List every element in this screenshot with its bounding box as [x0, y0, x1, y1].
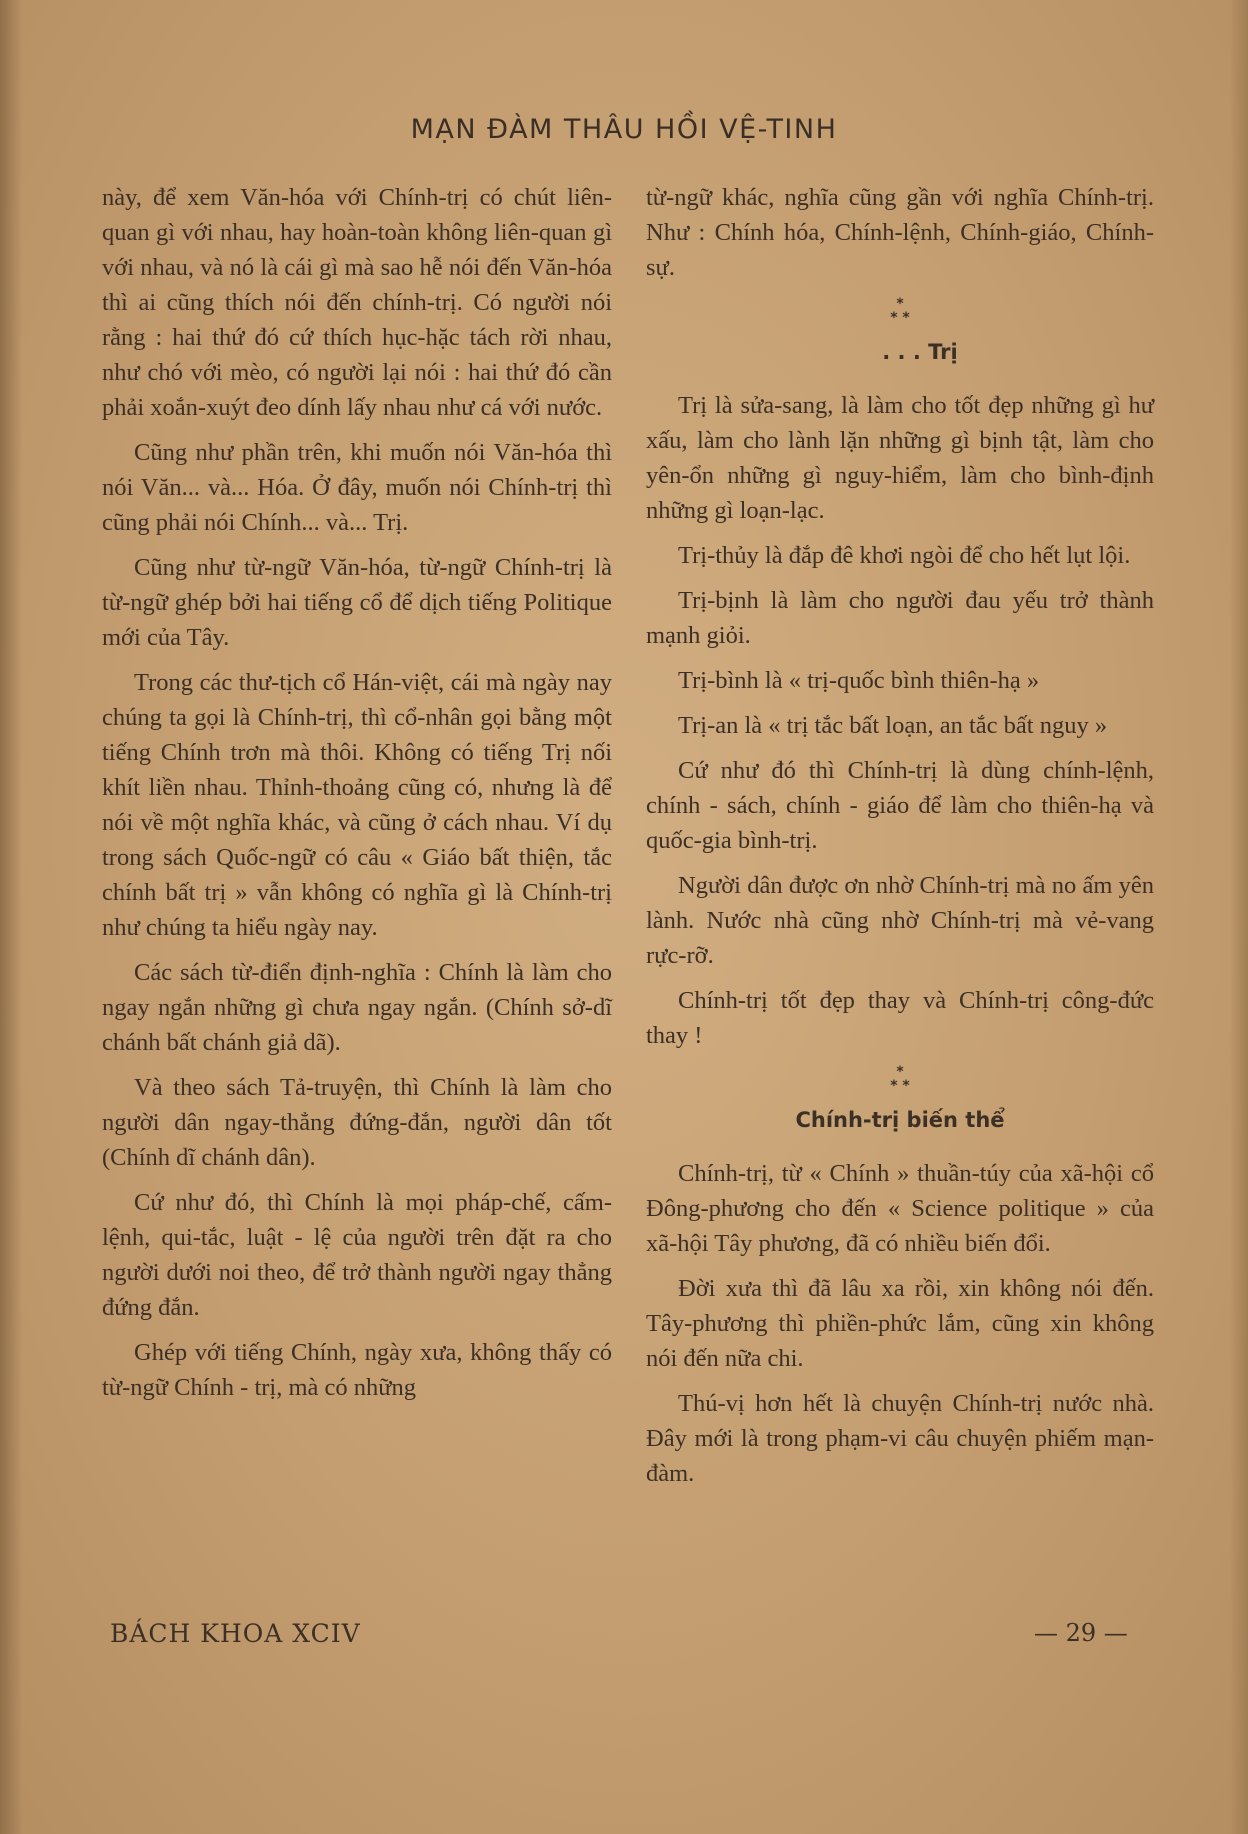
paragraph: Thú-vị hơn hết là chuyện Chính-trị nước nhà. Đây mới là trong phạm-vi câu chuyện phiếm mạn-đàm.	[646, 1390, 1154, 1487]
paragraph: Chính-trị, từ « Chính » thuần-túy của xã-hội cổ Đông-phương cho đến « Science politique » của xã-hội Tây phương, đã có nhiều biến đổi.	[646, 1160, 1154, 1257]
paragraph: Chính-trị tốt đẹp thay và Chính-trị công-đức thay !	[646, 987, 1154, 1049]
paragraph: Trị-bình là « trị-quốc bình thiên-hạ »	[678, 667, 1040, 694]
paragraph: Và theo sách Tả-truyện, thì Chính là làm cho người dân ngay-thẳng đứng-đắn, người dân tốt (Chính dĩ chánh dân).	[102, 1074, 612, 1171]
journal-name: BÁCH KHOA XCIV	[110, 1619, 361, 1648]
paragraph: Các sách từ-điển định-nghĩa : Chính là làm cho ngay ngắn những gì chưa ngay ngắn. (Chính sở-dĩ chánh bất chánh giả dã).	[102, 959, 612, 1056]
paragraph: Cũng như phần trên, khi muốn nói Văn-hóa thì nói Văn... và... Hóa. Ở đây, muốn nói Chính-trị thì cũng phải nói Chính... và... Trị.	[102, 439, 612, 536]
paragraph: từ-ngữ khác, nghĩa cũng gần với nghĩa Chính-trị. Như : Chính hóa, Chính-lệnh, Chính-giáo, Chính-sự.	[646, 184, 1154, 281]
section-heading: . . . Trị	[882, 340, 958, 364]
paragraph: Trị-bịnh là làm cho người đau yếu trở thành mạnh giỏi.	[646, 587, 1154, 649]
page-number: — 29 —	[1034, 1619, 1128, 1647]
page-header: MẠN ĐÀM THÂU HỒI VỆ-TINH	[410, 114, 838, 145]
left-column	[102, 180, 612, 1415]
section-heading: Chính-trị biến thể	[795, 1108, 1005, 1132]
paragraph: Trị-an là « trị tắc bất loạn, an tắc bất nguy »	[678, 712, 1108, 739]
paragraph: Người dân được ơn nhờ Chính-trị mà no ấm yên lành. Nước nhà cũng nhờ Chính-trị mà vẻ-vang rực-rỡ.	[646, 872, 1154, 969]
paragraph: Trị-thủy là đắp đê khơi ngòi để cho hết lụt lội.	[678, 542, 1131, 569]
paragraph: Cứ như đó thì Chính-trị là dùng chính-lệnh, chính - sách, chính - giáo để làm cho thiên-hạ và quốc-gia bình-trị.	[646, 757, 1154, 854]
section-separator: * * *	[890, 1064, 910, 1094]
section-separator: * * *	[890, 296, 910, 326]
paragraph: này, để xem Văn-hóa với Chính-trị có chút liên-quan gì với nhau, hay hoàn-toàn không liên-quan gì với nhau, và nó là cái gì mà sao hễ nói đến Văn-hóa thì ai cũng thích nói đến chính-trị. Có người nói rằng : hai thứ đó cứ thích hục-hặc tách rời nhau, như chó với mèo, có người lại nói : hai thứ đó cần phải xoắn-xuýt đeo dính lấy nhau như cá với nước.	[102, 184, 612, 421]
paragraph: Trong các thư-tịch cổ Hán-việt, cái mà ngày nay chúng ta gọi là Chính-trị, thì cổ-nhân gọi bằng một tiếng Chính trơn mà thôi. Không có tiếng Trị nối khít liền nhau. Thỉnh-thoảng cũng có, nhưng là để nói về một nghĩa khác, và cũng ở cách nhau. Ví dụ trong sách Quốc-ngữ có câu « Giáo bất thiện, tắc chính bất trị » vẫn không có nghĩa gì là Chính-trị như chúng ta hiểu ngày nay.	[102, 669, 612, 941]
paragraph: Ghép với tiếng Chính, ngày xưa, không thấy có từ-ngữ Chính - trị, mà có những	[102, 1339, 612, 1401]
paragraph: Trị là sửa-sang, là làm cho tốt đẹp những gì hư xấu, làm cho lành lặn những gì bịnh tật, làm cho yên-ổn những gì nguy-hiểm, làm cho bình-định những gì loạn-lạc.	[646, 392, 1154, 524]
paragraph: Đời xưa thì đã lâu xa rồi, xin không nói đến. Tây-phương thì phiền-phức lắm, cũng xin không nói đến nữa chi.	[646, 1275, 1154, 1372]
right-column	[646, 180, 1154, 1501]
paragraph: Cứ như đó, thì Chính là mọi pháp-chế, cấm-lệnh, qui-tắc, luật - lệ của người trên đặt ra cho người dưới noi theo, để trở thành người ngay thẳng đứng đắn.	[102, 1189, 612, 1321]
paragraph: Cũng như từ-ngữ Văn-hóa, từ-ngữ Chính-trị là từ-ngữ ghép bởi hai tiếng cổ để dịch tiếng Politique mới của Tây.	[102, 554, 612, 651]
